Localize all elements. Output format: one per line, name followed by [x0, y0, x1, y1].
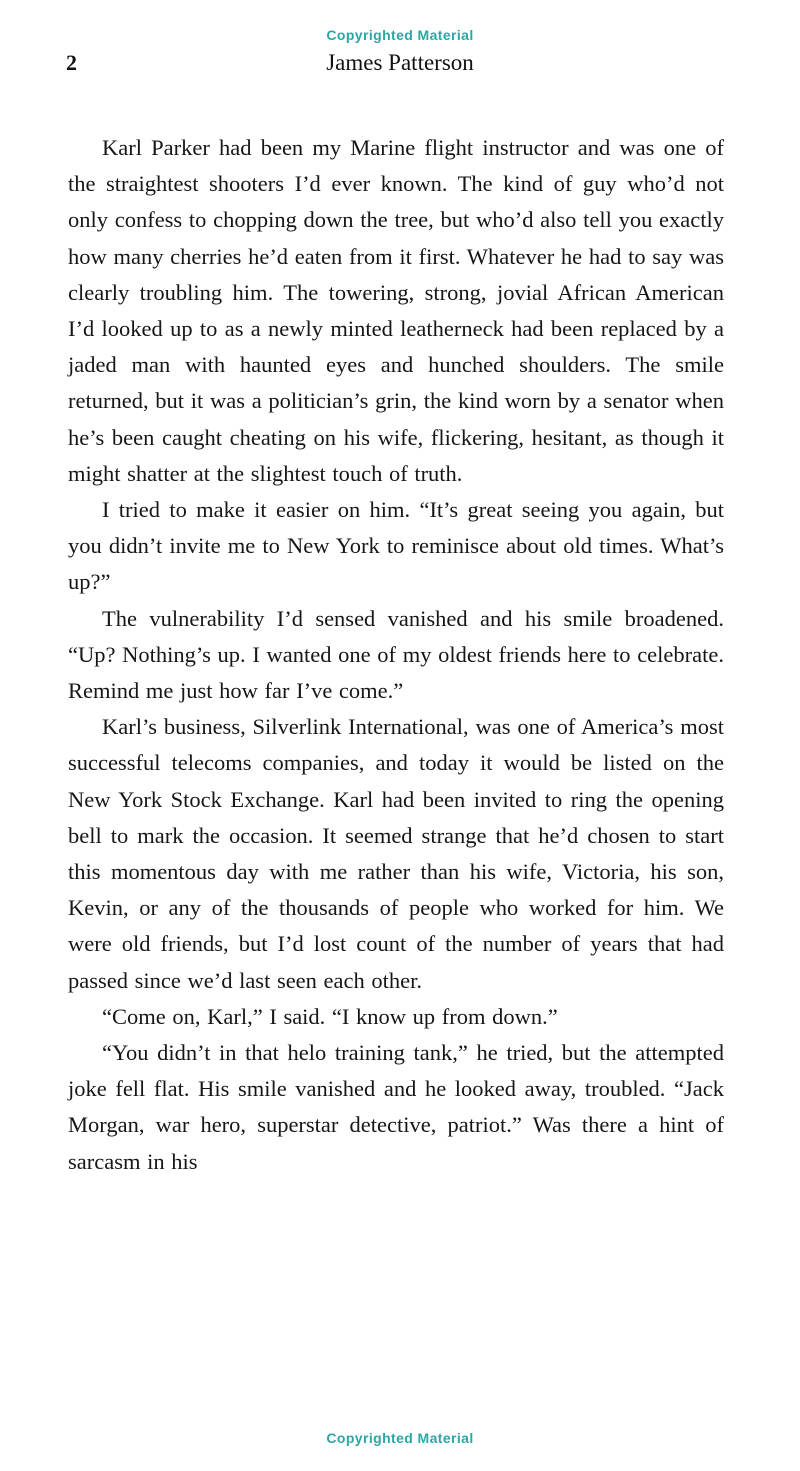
copyright-notice-top: Copyrighted Material [326, 27, 474, 43]
paragraph-3: The vulnerability I’d sensed vanished and his smile broadened. “Up? Nothing’s up. I wanted one of my oldest friends here to celebrate. Remind me just how far I’ve come.” [68, 605, 724, 704]
paragraph-6: “You didn’t in that helo training tank,” he tried, but the attempted joke fell flat. His smile vanished and he looked away, troubled. “Jack Morgan, war hero, superstar detective, patriot.” Was there a hint of sarcasm in his [68, 1040, 724, 1174]
page-number: 2 [66, 50, 77, 75]
copyright-notice-bottom: Copyrighted Material [326, 1430, 474, 1446]
paragraph-4: Karl’s business, Silverlink International, was one of America’s most successful telecoms companies, and today it would be listed on the New York Stock Exchange. Karl had been invited to ring the opening bell to mark the occasion. It seemed strange that he’d chosen to start this momentous day with me rather than his wife, Victoria, his son, Kevin, or any of the thousands of people who worked for him. We were old friends, but I’d lost count of the number of years that had passed since we’d last seen each other. [68, 714, 724, 993]
running-header-author: James Patterson [326, 50, 474, 75]
paragraph-1: Karl Parker had been my Marine flight instructor and was one of the straightest shooters I’d ever known. The kind of guy who’d not only confess to chopping down the tree, but who’d also tell you exactly how many cherries he’d eaten from it first. Whatever he had to say was clearly troubling him. The towering, strong, jovial African American I’d looked up to as a newly minted leatherneck had been replaced by a jaded man with haunted eyes and hunched shoulders. The smile returned, but it was a politician’s grin, the kind worn by a senator when he’s been caught cheating on his wife, flickering, hesitant, as though it might shatter at the slightest touch of truth. [68, 135, 724, 486]
paragraph-2: I tried to make it easier on him. “It’s great seeing you again, but you didn’t invite me to New York to reminisce about old times. What’s up?” [68, 497, 724, 595]
paragraph-5: “Come on, Karl,” I said. “I know up from down.” [102, 1003, 558, 1029]
body-text [68, 130, 724, 1180]
